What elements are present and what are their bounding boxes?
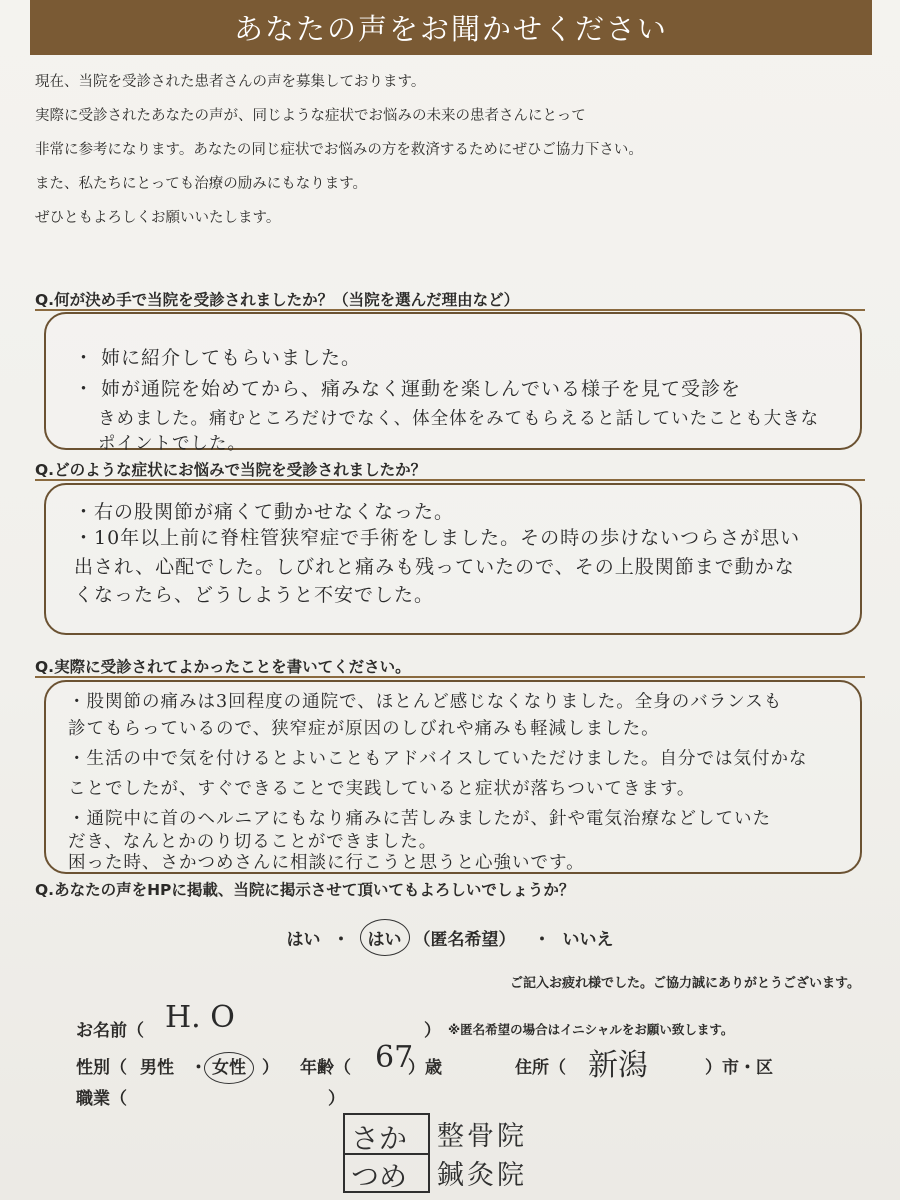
clinic-logo: [343, 1113, 430, 1193]
gender-female: 女性: [212, 1058, 246, 1078]
option-yes-anonymous-circled: はい: [368, 925, 402, 950]
question-4: Q.あなたの声をHPに掲載、当院に掲示させて頂いてもよろしいでしょうか？: [35, 881, 575, 899]
name-note: ※匿名希望の場合はイニシャルをお願い致します。: [448, 1022, 734, 1037]
answer-1-line: ・ 姉に紹介してもらいました。: [74, 347, 362, 369]
answer-3-line: だき、なんとかのり切ることができました。: [68, 832, 438, 852]
name-value[interactable]: H. O: [165, 1000, 235, 1035]
address-value[interactable]: 新潟: [588, 1048, 648, 1083]
name-label: お名前（: [76, 1021, 144, 1041]
job-close: ）: [328, 1089, 345, 1109]
job-label: 職業（: [76, 1089, 127, 1109]
consent-options: [0, 925, 900, 950]
intro-text: [35, 70, 875, 240]
intro-line: また、私たちにとっても治療の励みにもなります。: [35, 176, 368, 192]
page-title: あなたの声をお聞かせください: [30, 0, 872, 55]
divider: [35, 309, 865, 311]
clinic-name-line-1: 整骨院: [437, 1121, 527, 1152]
intro-line: 非常に参考になります。あなたの同じ症状でお悩みの方を救済するためにぜひご協力下さい。: [35, 142, 643, 158]
gender-female-option[interactable]: [212, 1053, 246, 1078]
question-1: Q.何が決め手で当院を受診されましたか？（当院を選んだ理由など）: [35, 291, 520, 309]
thanks-message: ご記入お疲れ様でした。ご協力誠にありがとうございます。: [510, 976, 860, 991]
age-label: 年齢（: [300, 1058, 351, 1078]
answer-1-line: きめました。痛むところだけでなく、体全体をみてもらえると話していたことも大きな: [98, 409, 820, 429]
gender-close: ）: [262, 1058, 279, 1078]
age-value[interactable]: 67: [375, 1040, 414, 1075]
intro-line: 現在、当院を受診された患者さんの声を募集しております。: [35, 74, 426, 90]
address-close: ）市・区: [705, 1058, 773, 1078]
intro-line: ぜひともよろしくお願いいたします。: [35, 210, 281, 226]
answer-1-line: ポイントでした。: [98, 434, 246, 454]
anonymous-label: （匿名希望）: [413, 930, 516, 950]
divider: [35, 479, 865, 481]
separator: ・: [533, 930, 551, 950]
answer-1-line: ・ 姉が通院を始めてから、痛みなく運動を楽しんでいる様子を見て受診を: [74, 378, 742, 400]
answer-3-line: 困った時、さかつめさんに相談に行こうと思うと心強いです。: [68, 853, 585, 873]
answer-2-line: くなったら、どうしようと不安でした。: [74, 584, 435, 606]
option-no[interactable]: いいえ: [562, 930, 614, 950]
intro-line: 実際に受診されたあなたの声が、同じような症状でお悩みの未来の患者さんにとって: [35, 108, 586, 124]
age-close: ）歳: [408, 1058, 442, 1078]
logo-cell-top: さか: [351, 1122, 408, 1155]
answer-3-line: ・股関節の痛みは3回程度の通院で、ほとんど感じなくなりました。全身のバランスも: [68, 692, 783, 712]
divider: [35, 676, 865, 678]
answer-3-line: 診てもらっているので、狭窄症が原因のしびれや痛みも軽減しました。: [68, 719, 660, 739]
logo-cell-bottom: つめ: [351, 1160, 408, 1193]
answer-3-line: ・通院中に首のヘルニアにもなり痛みに苦しみましたが、針や電気治療などしていた: [68, 809, 771, 829]
answer-2-line: ・右の股関節が痛くて動かせなくなった。: [74, 501, 455, 523]
question-3: Q.実際に受診されてよかったことを書いてください。: [35, 658, 411, 676]
answer-2-line: 出され、心配でした。しびれと痛みも残っていたので、その上股関節まで動かな: [74, 556, 795, 578]
answer-3-line: ・生活の中で気を付けるとよいこともアドバイスしていただけました。自分では気付かな: [68, 749, 808, 769]
name-close: ）: [424, 1021, 441, 1041]
clinic-name-line-2: 鍼灸院: [437, 1160, 527, 1191]
answer-2-line: ・10年以上前に脊柱管狭窄症で手術をしました。その時の歩けないつらさが思い: [74, 527, 801, 549]
separator: ・: [332, 930, 350, 950]
gender-separator: ・: [190, 1058, 207, 1078]
option-yes-anonymous[interactable]: [362, 925, 522, 950]
question-2: Q.どのような症状にお悩みで当院を受診されましたか？: [35, 461, 427, 479]
address-label: 住所（: [515, 1058, 566, 1078]
gender-label: 性別（: [76, 1058, 127, 1078]
gender-male[interactable]: 男性: [140, 1058, 174, 1078]
answer-3-line: ことでしたが、すぐできることで実践していると症状が落ちついてきます。: [68, 779, 696, 799]
option-yes[interactable]: はい: [286, 930, 321, 950]
